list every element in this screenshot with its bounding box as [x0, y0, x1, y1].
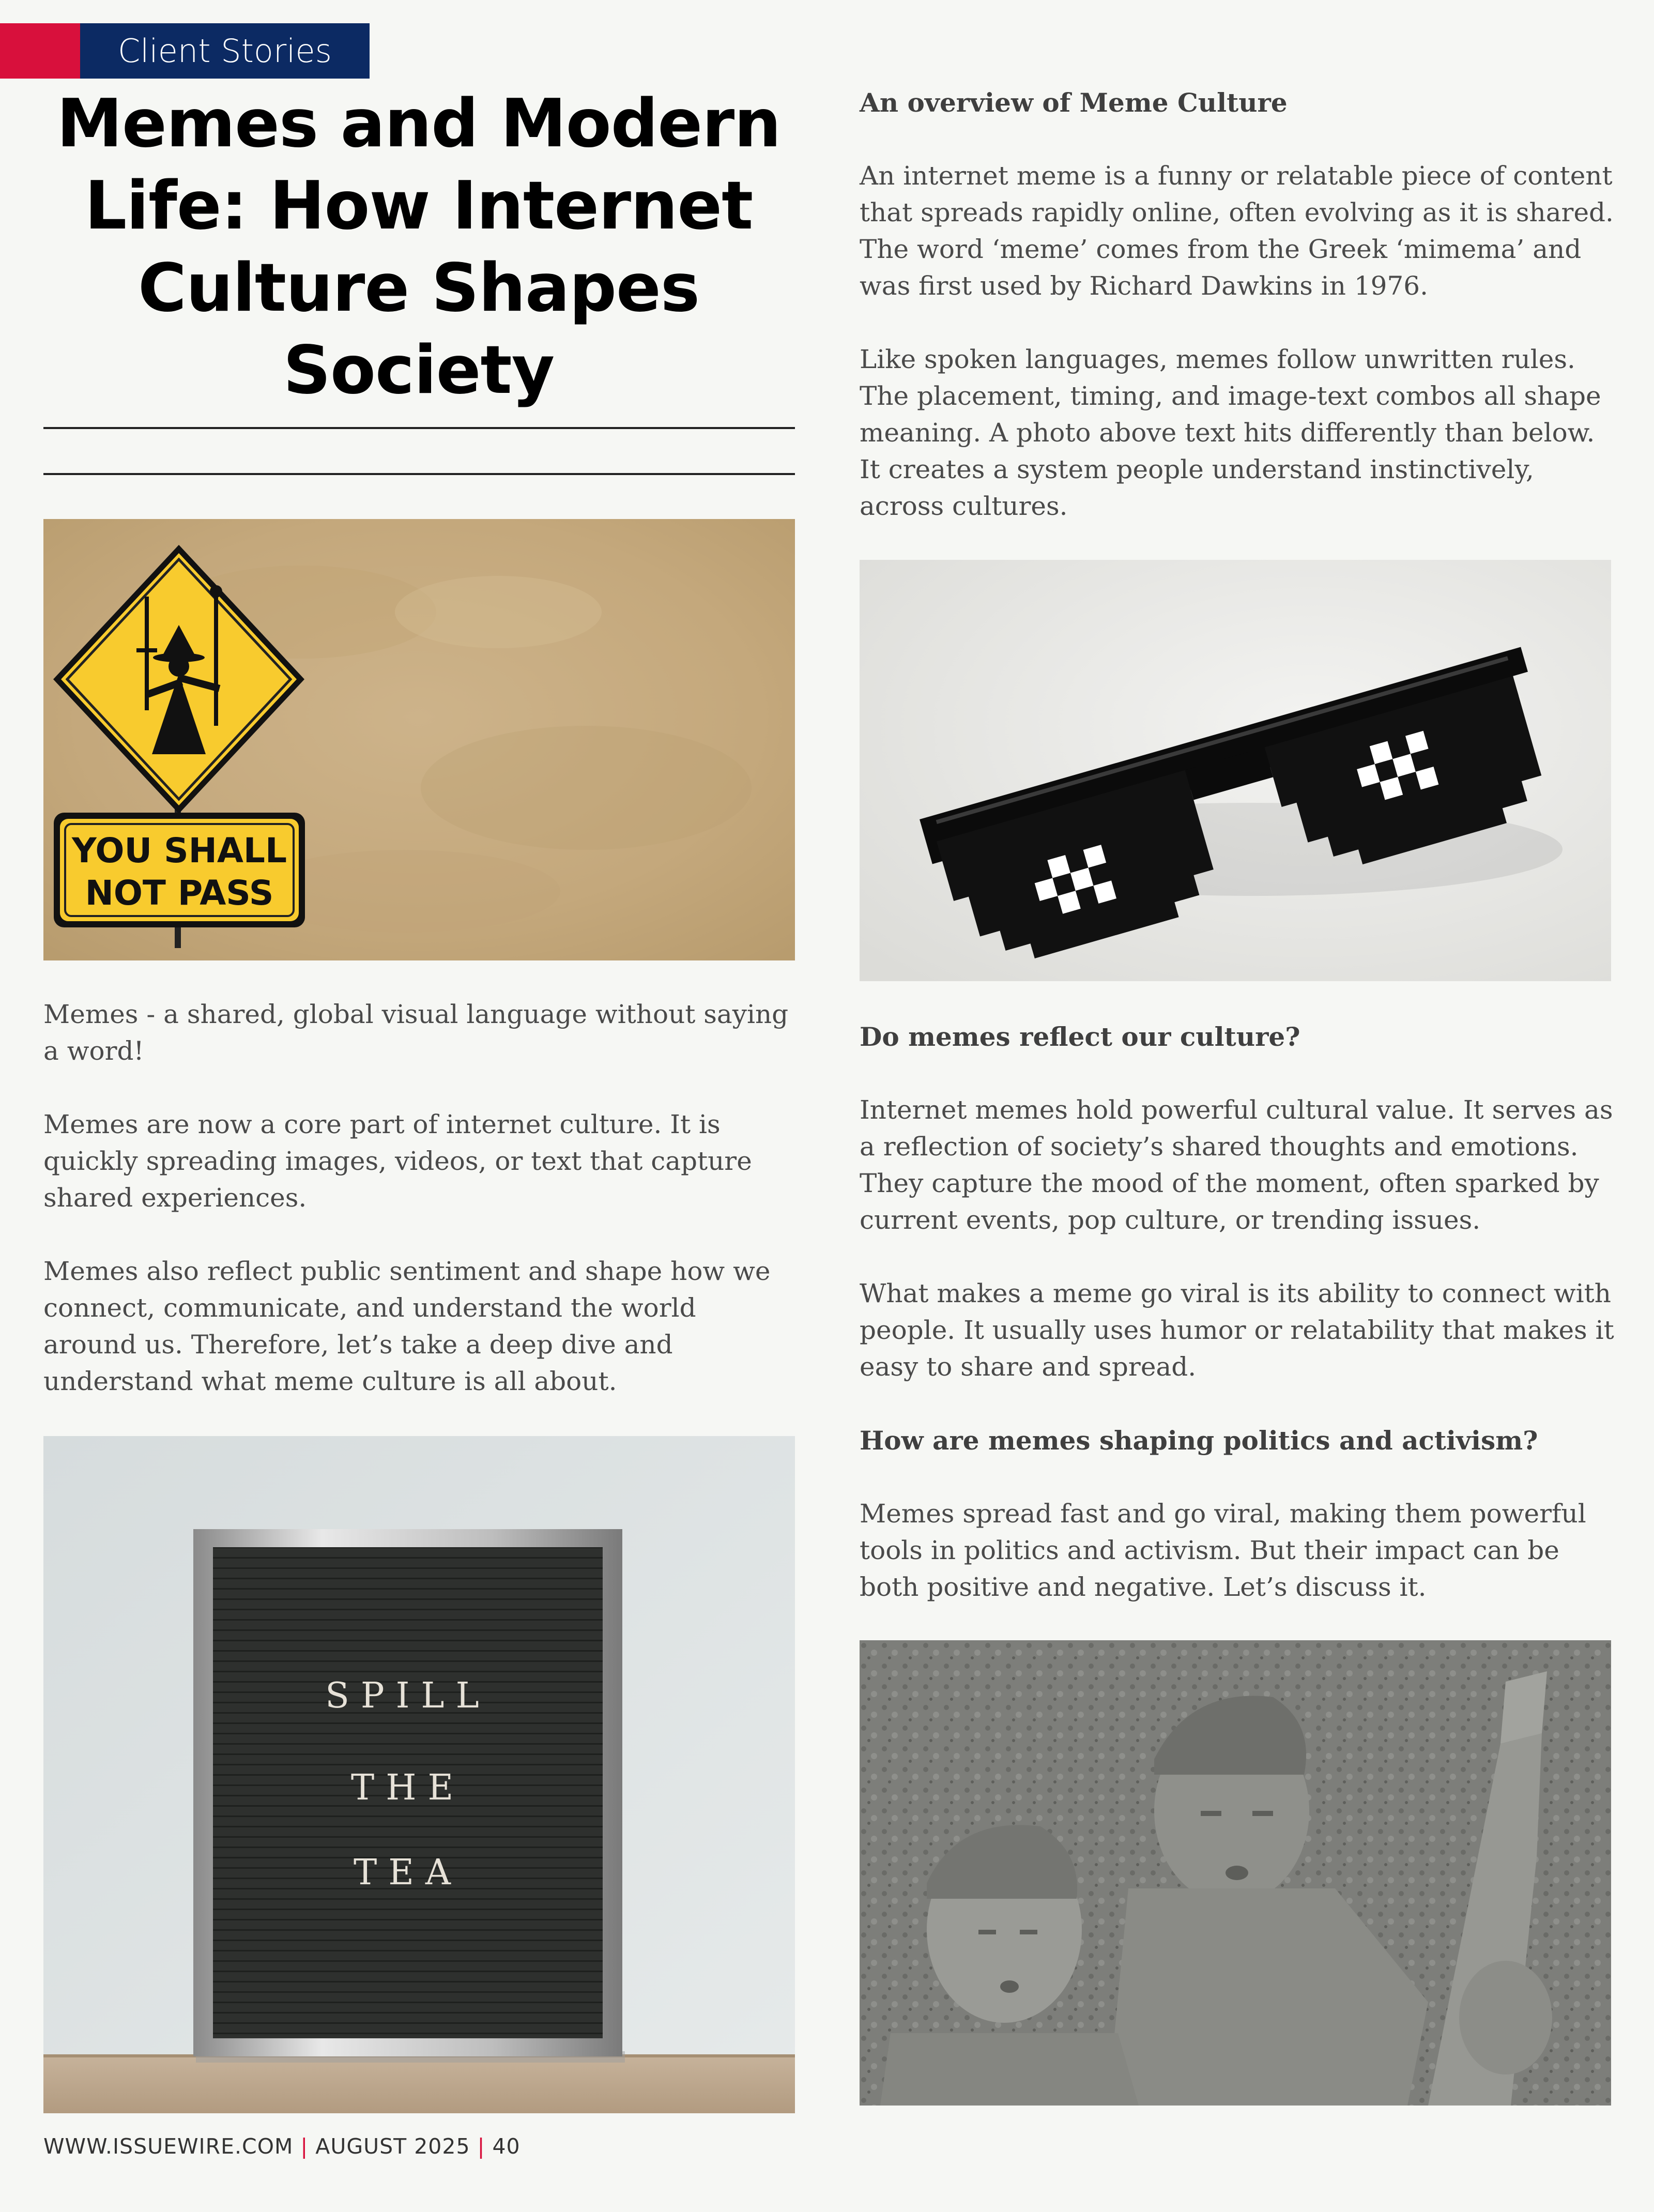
- footer-site: WWW.ISSUEWIRE.COM: [43, 2134, 294, 2159]
- intro-paragraph: Memes also reflect public sentiment and shape how we connect, communicate, and understand the world around us. Therefore, let’s take a deep dive and understand what meme culture is all about.: [43, 1256, 771, 1396]
- sign-line-2: NOT PASS: [85, 873, 274, 913]
- board-line-2: THE: [350, 1767, 465, 1808]
- section-paragraph: Internet memes hold powerful cultural value. It serves as a reflection of society’s shared thoughts and emotions. They capture the mood of the moment, often sparked by current events, pop culture, or trending issues.: [860, 1095, 1613, 1235]
- you-shall-not-pass-image: [43, 519, 795, 960]
- pixel-sunglasses-image: [860, 560, 1611, 981]
- footer-separator: |: [477, 2134, 485, 2159]
- board-line-3: TEA: [353, 1852, 463, 1893]
- section-heading: An overview of Meme Culture: [860, 87, 1288, 118]
- section-paragraph: An internet meme is a funny or relatable piece of content that spreads rapidly online, often evolving as it is shared. The word ‘meme’ comes from the Greek ‘mimema’ and was first used by Richard Dawkins in 1976.: [860, 161, 1614, 301]
- page-title: Memes and Modern Life: How Internet Culture Shapes Society: [56, 85, 781, 409]
- sign-line-1: YOU SHALL: [71, 831, 287, 871]
- footer-date: AUGUST 2025: [315, 2134, 470, 2159]
- spill-the-tea-image: [43, 1436, 795, 2113]
- section-heading: How are memes shaping politics and activism?: [860, 1425, 1538, 1456]
- section-tag-accent: [0, 23, 80, 79]
- section-paragraph: What makes a meme go viral is its ability to connect with people. It usually uses humor or relatability that makes it easy to share and spread.: [860, 1278, 1614, 1382]
- overview-section: [860, 84, 1614, 525]
- footer-separator: |: [300, 2134, 309, 2159]
- title-divider-bottom: [43, 473, 795, 475]
- title-divider-top: [43, 427, 795, 429]
- intro-paragraph: Memes are now a core part of internet culture. It is quickly spreading images, videos, or text that capture shared experiences.: [43, 1109, 752, 1213]
- footer-page-number: 40: [492, 2134, 520, 2159]
- section-paragraph: Memes spread fast and go viral, making them powerful tools in politics and activism. But their impact can be both positive and negative. Let’s discuss it.: [860, 1499, 1586, 1602]
- section-tag: Client Stories: [80, 23, 370, 79]
- section-heading: Do memes reflect our culture?: [860, 1021, 1300, 1052]
- footer: [43, 2134, 520, 2159]
- culture-section: [860, 1018, 1614, 1606]
- stone-relief-image: [860, 1640, 1611, 2106]
- board-line-1: SPILL: [325, 1675, 491, 1716]
- section-paragraph: Like spoken languages, memes follow unwritten rules. The placement, timing, and image-text combos all shape meaning. A photo above text hits differently than below. It creates a system people understand instinctively, across cultures.: [860, 344, 1601, 521]
- intro-text-block: [43, 996, 795, 1400]
- intro-paragraph: Memes - a shared, global visual language without saying a word!: [43, 999, 789, 1066]
